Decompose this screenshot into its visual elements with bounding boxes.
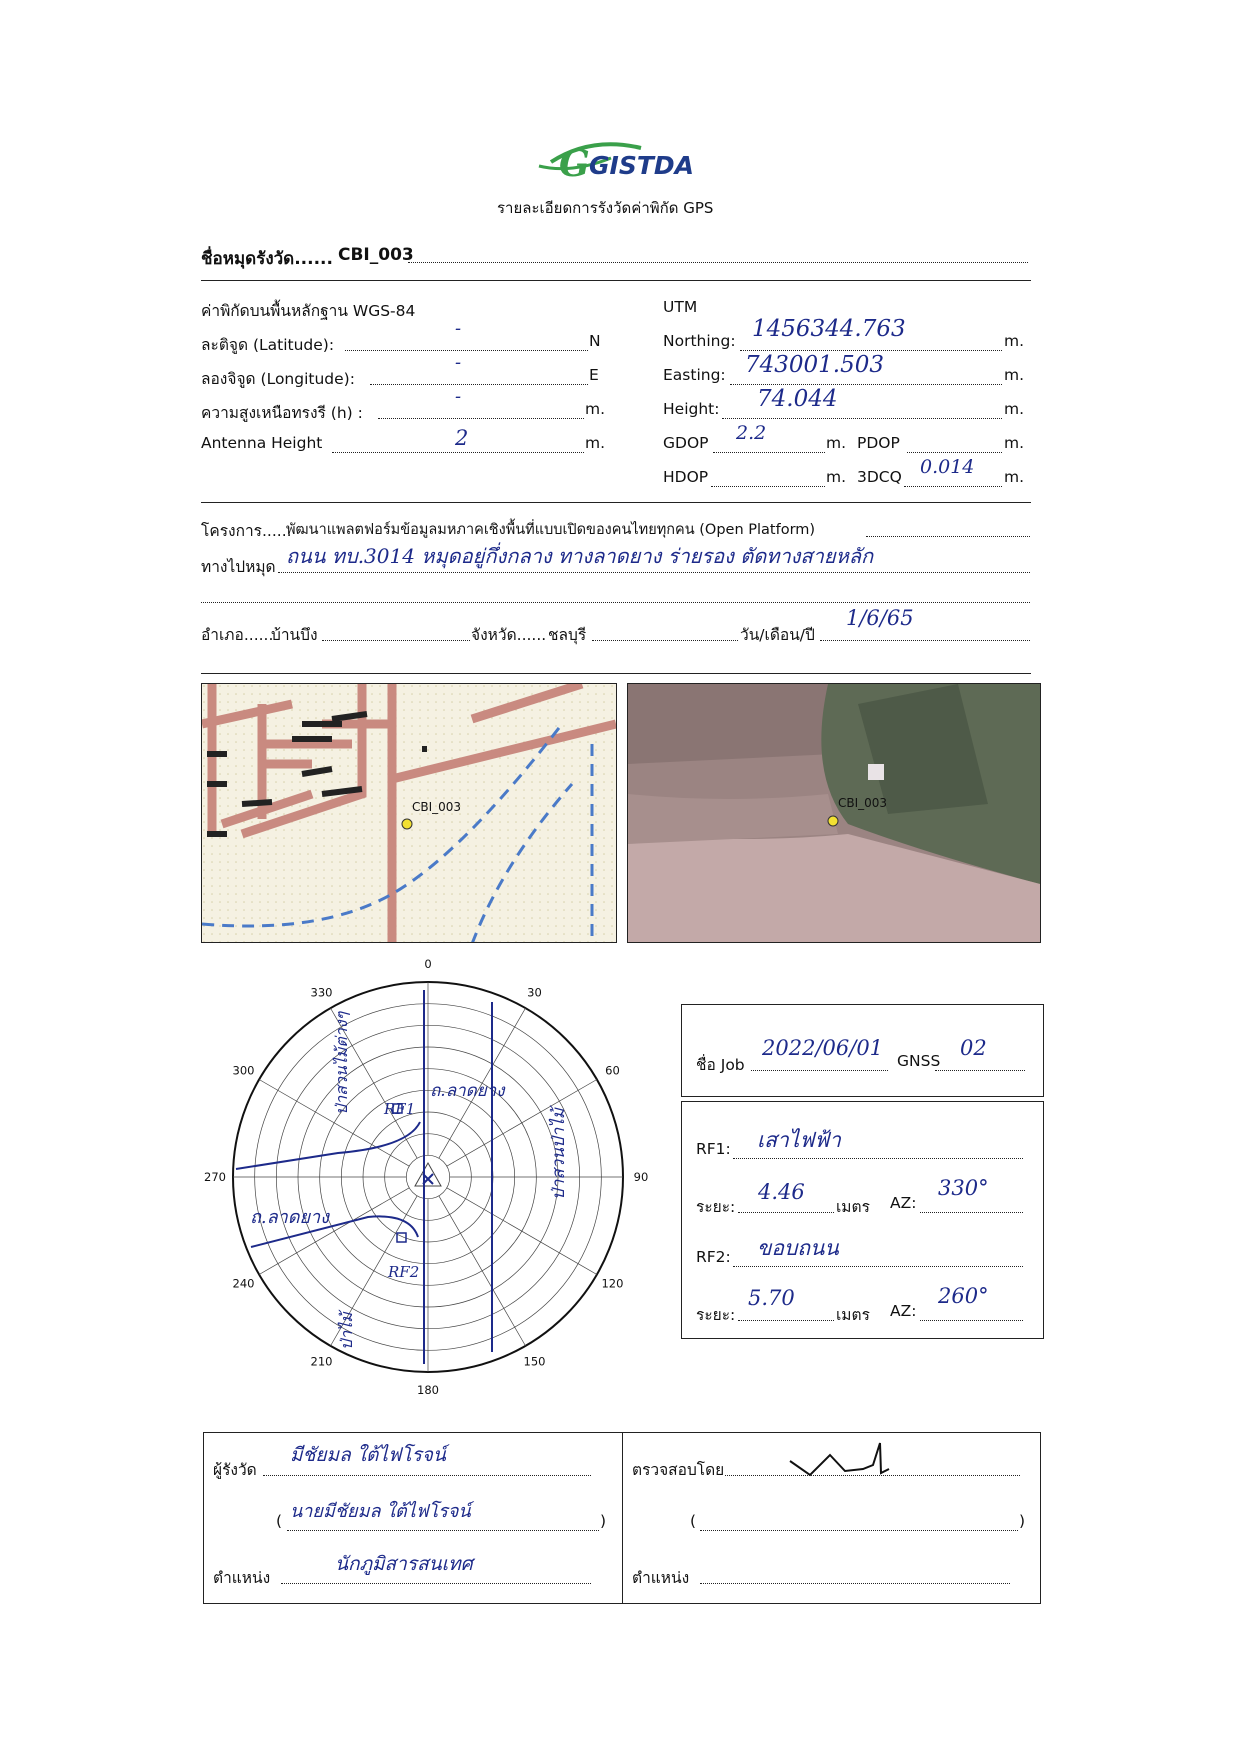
dist2-value: 5.70 xyxy=(748,1286,795,1310)
skyplot-rf1: RF1 xyxy=(384,1100,416,1118)
surveyor-label: ผู้รังวัด xyxy=(213,1461,257,1479)
surveyor-name: นายมีชัยมล ใต้ไฟโรจน์ xyxy=(290,1501,471,1522)
province-label: จังหวัด...... xyxy=(471,626,547,644)
checker-label: ตรวจสอบโดย xyxy=(632,1461,725,1479)
lon-label: ลองจิจูด (Longitude): xyxy=(201,370,355,388)
surveyor-close-paren: ) xyxy=(600,1512,607,1530)
pdop-label: PDOP xyxy=(857,434,900,452)
az1-label: AZ: xyxy=(890,1194,917,1212)
job-value: 2022/06/01 xyxy=(762,1036,884,1060)
height-value: - xyxy=(455,386,462,407)
surveyor-position-label: ตำแหน่ง xyxy=(213,1569,271,1587)
station-value: CBI_003 xyxy=(338,245,414,265)
date-value: 1/6/65 xyxy=(846,606,914,630)
gdop-label: GDOP xyxy=(663,434,709,452)
height-unit: m. xyxy=(585,400,606,418)
dist1-unit: เมตร xyxy=(836,1198,870,1216)
project-label: โครงการ...... xyxy=(201,522,292,540)
3dcq-value: 0.014 xyxy=(920,456,975,478)
lon-value: - xyxy=(455,352,462,373)
lat-unit: N xyxy=(589,332,601,350)
height-label: ความสูงเหนือทรงรี (h) : xyxy=(201,404,363,422)
topographic-map xyxy=(201,683,617,943)
checker-position-label: ตำแหน่ง xyxy=(632,1569,690,1587)
skyplot-angle-90: 90 xyxy=(633,1170,649,1184)
skyplot-angle-270: 270 xyxy=(204,1170,226,1184)
satellite-point-label: CBI_003 xyxy=(838,796,888,810)
easting-value: 743001.503 xyxy=(745,352,885,378)
route-label: ทางไปหมุด xyxy=(201,558,276,576)
province-value: ชลบุรี xyxy=(548,626,587,644)
skyplot-note-east-side: ป่าสวนป่าไม้ xyxy=(549,1108,569,1200)
skyplot-note-north-road: ถ.ลาดยาง xyxy=(430,1081,505,1101)
header-title: รายละเอียดการรังวัดค่าพิกัด GPS xyxy=(497,199,714,217)
antenna-label: Antenna Height xyxy=(201,434,323,452)
skyplot-angle-30: 30 xyxy=(527,985,542,1000)
skyplot-angle-60: 60 xyxy=(605,1063,620,1078)
dist1-value: 4.46 xyxy=(758,1180,805,1204)
rf2-label: RF2: xyxy=(696,1248,731,1266)
rf2-value: ขอบถนน xyxy=(757,1236,839,1260)
pdop-unit: m. xyxy=(1004,434,1025,452)
skyplot-angle-0: 0 xyxy=(424,957,432,971)
logo-text: GISTDA xyxy=(589,151,694,180)
skyplot-angle-120: 120 xyxy=(601,1276,624,1291)
gnss-value: 02 xyxy=(960,1036,987,1060)
skyplot-angle-240: 240 xyxy=(232,1276,255,1291)
utm-height-label: Height: xyxy=(663,400,720,418)
checker-close-paren: ) xyxy=(1019,1512,1026,1530)
satellite-image xyxy=(627,683,1041,943)
lat-label: ละติจูด (Latitude): xyxy=(201,336,335,354)
utm-heading: UTM xyxy=(663,298,698,316)
az1-value: 330° xyxy=(938,1176,989,1200)
surveyor-open-paren: ( xyxy=(276,1512,283,1530)
station-label: ชื่อหมุดรังวัด...... xyxy=(201,249,333,269)
route-value: ถนน ทบ.3014 หมุดอยู่กึ่งกลาง ทางลาดยาง ร่ายรอง ตัดทางสายหลัก xyxy=(286,544,874,568)
hdop-unit: m. xyxy=(826,468,847,486)
dist2-label: ระยะ: xyxy=(696,1306,736,1324)
wgs-heading: ค่าพิกัดบนพื้นหลักฐาน WGS-84 xyxy=(201,302,416,320)
surveyor-signature: มีชัยมล ใต้ไฟโรจน์ xyxy=(290,1444,446,1466)
project-value: พัฒนาแพลตฟอร์มข้อมูลมหภาคเชิงพื้นที่แบบเปิดของคนไทยทุกคน (Open Platform) xyxy=(286,522,816,538)
skyplot-angle-150: 150 xyxy=(523,1354,546,1369)
checker-signature xyxy=(785,1433,895,1478)
district-label: อำเภอ...... xyxy=(201,626,274,644)
date-label: วัน/เดือน/ปี xyxy=(740,626,815,644)
surveyor-position: นักภูมิสารสนเทศ xyxy=(335,1553,473,1575)
antenna-unit: m. xyxy=(585,434,606,452)
svg-text:G: G xyxy=(559,143,590,185)
northing-value: 1456344.763 xyxy=(752,316,906,342)
utm-height-value: 74.044 xyxy=(757,386,838,412)
skyplot-angle-300: 300 xyxy=(232,1063,255,1078)
skyplot xyxy=(200,942,660,1417)
northing-unit: m. xyxy=(1004,332,1025,350)
district-value: บ้านบึง xyxy=(271,626,318,644)
antenna-value: 2 xyxy=(455,426,469,450)
gistda-logo xyxy=(531,128,711,188)
utm-height-unit: m. xyxy=(1004,400,1025,418)
skyplot-angle-330: 330 xyxy=(310,985,333,1000)
gnss-label: GNSS xyxy=(897,1052,941,1070)
skyplot-note-nw-side: ป่าสวนไม้ต่างๆ xyxy=(332,1011,351,1115)
easting-label: Easting: xyxy=(663,366,726,384)
job-label: ชื่อ Job xyxy=(696,1056,745,1074)
skyplot-angle-210: 210 xyxy=(310,1354,333,1369)
skyplot-note-west-road: ถ.ลาดยาง xyxy=(250,1207,329,1228)
rf1-label: RF1: xyxy=(696,1140,731,1158)
lat-value: - xyxy=(455,318,462,339)
skyplot-note-sw-side: ป่าไม้ xyxy=(337,1312,356,1350)
3dcq-label: 3DCQ xyxy=(857,468,902,486)
gdop-value: 2.2 xyxy=(736,422,767,444)
gdop-unit: m. xyxy=(826,434,847,452)
lon-unit: E xyxy=(589,366,599,384)
3dcq-unit: m. xyxy=(1004,468,1025,486)
dist1-label: ระยะ: xyxy=(696,1198,736,1216)
skyplot-rf2: RF2 xyxy=(388,1263,420,1281)
map-point-label: CBI_003 xyxy=(412,800,462,814)
hdop-label: HDOP xyxy=(663,468,709,486)
az2-label: AZ: xyxy=(890,1302,917,1320)
easting-unit: m. xyxy=(1004,366,1025,384)
rf1-value: เสาไฟฟ้า xyxy=(757,1128,841,1152)
az2-value: 260° xyxy=(938,1284,989,1308)
dist2-unit: เมตร xyxy=(836,1306,870,1324)
checker-open-paren: ( xyxy=(690,1512,697,1530)
skyplot-angle-180: 180 xyxy=(417,1383,439,1397)
northing-label: Northing: xyxy=(663,332,736,350)
